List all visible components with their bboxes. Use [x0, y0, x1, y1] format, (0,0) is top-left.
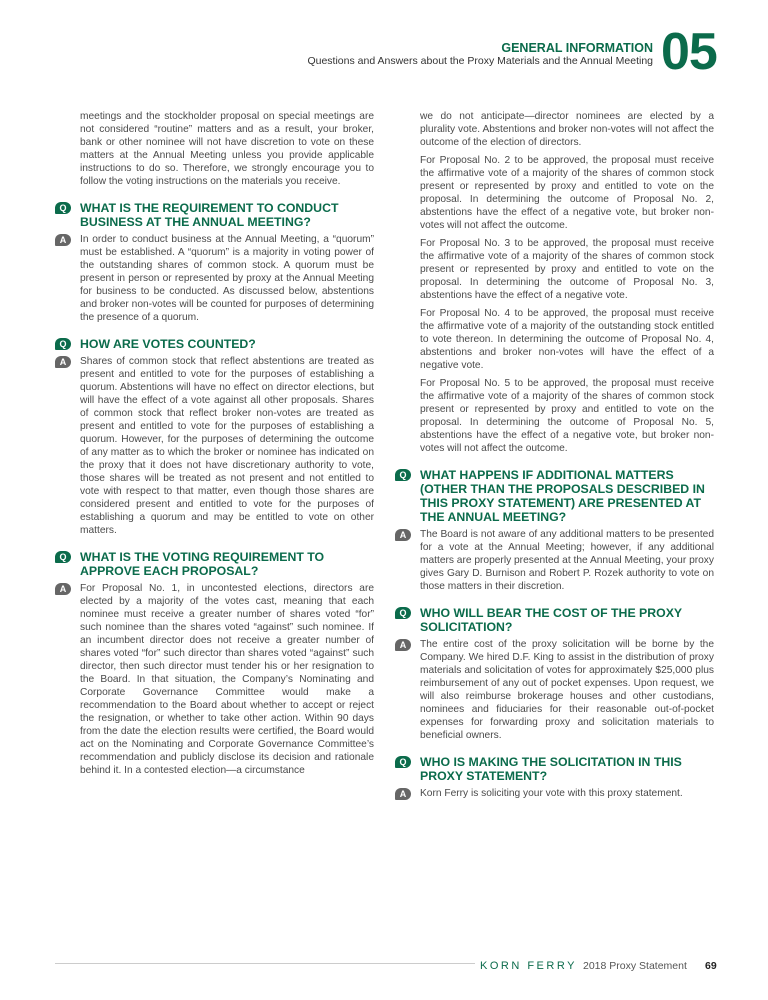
section-title: GENERAL INFORMATION [501, 41, 653, 55]
question-badge-icon: Q [395, 756, 411, 768]
question-text: WHAT IS THE REQUIREMENT TO CONDUCT BUSINESS AT THE ANNUAL MEETING? [80, 201, 339, 229]
answer-text: In order to conduct business at the Annual Meeting, a “quorum” must be established. A “quorum” is a majority in voting power of the outstanding shares of common stock. A quorum must be present in person or represented by proxy at the Annual Meeting for business to be conducted. As discussed below, abstentions and broker non-votes will be counted for purposes of determining the presence of a quorum. [80, 234, 374, 323]
answer-badge-icon: A [395, 639, 411, 651]
paragraph: For Proposal No. 5 to be approved, the proposal must receive the affirmative vote of a majority of the shares of common stock present or represented by proxy and entitled to vote on the proposal. In determining the outcome of Proposal No. 5, abstentions have the effect of a negative vote, but broker non-votes will not affect the outcome. [420, 378, 714, 454]
section-subtitle: Questions and Answers about the Proxy Materials and the Annual Meeting [307, 55, 653, 67]
answer-paragraph [399, 787, 714, 800]
paragraph: For Proposal No. 2 to be approved, the proposal must receive the affirmative vote of a majority of the shares of common stock present or represented by proxy and entitled to vote on the proposal. In determining the outcome of Proposal No. 2, abstentions have the effect of a negative vote, but broker non-votes will not affect the outcome. [420, 155, 714, 231]
question-heading [399, 468, 714, 524]
footer-rule [55, 963, 475, 964]
right-column [399, 110, 714, 805]
answer-paragraph [59, 355, 374, 537]
question-text: WHAT HAPPENS IF ADDITIONAL MATTERS (OTHER THAN THE PROPOSALS DESCRIBED IN THIS PROXY STATEMENT) ARE PRESENTED AT THE ANNUAL MEETING? [420, 468, 705, 524]
answer-text: Korn Ferry is soliciting your vote with this proxy statement. [420, 788, 683, 799]
answer-paragraph [59, 233, 374, 324]
paragraph: we do not anticipate—director nominees are elected by a plurality vote. Abstentions and broker non-votes will not affect the outcome of the election of directors. [420, 111, 714, 148]
question-badge-icon: Q [395, 469, 411, 481]
footer-brand-logo: KORN FERRY [480, 960, 577, 972]
question-text: WHO WILL BEAR THE COST OF THE PROXY SOLICITATION? [420, 606, 682, 634]
page-number: 69 [705, 960, 717, 972]
answer-text: Shares of common stock that reflect abstentions are treated as present and entitled to vote for the purposes of establishing a quorum. Abstentions will have no effect on director elections, but will have the effect of a vote against all other proposals. Shares of common stock that reflect broker non-votes are treated as present and entitled to vote for the purposes of establishing a quorum. However, for the purposes of determining the outcome of any matter as to which the broker or nominee has indicated on the proxy that it does not have discretionary authority to vote, those shares will be treated as not present and not entitled to vote with respect to that matter, even though those shares are considered present and entitled to vote for the purposes of establishing a quorum and may be entitled to vote on other matters. [80, 356, 374, 536]
answer-badge-icon: A [395, 788, 411, 800]
footer-doc-title: 2018 Proxy Statement [583, 960, 687, 972]
question-badge-icon: Q [55, 338, 71, 350]
question-badge-icon: Q [55, 551, 71, 563]
answer-badge-icon: A [395, 529, 411, 541]
answer-text: The entire cost of the proxy solicitation will be borne by the Company. We hired D.F. King to assist in the distribution of proxy materials and solicitation of votes for approximately $25,000 plus reimbursement of any out of pocket expenses. Upon request, we will also reimburse brokerage houses and other custodians, nominees and fiduciaries for their reasonable out-of-pocket expenses for forwarding proxy and solicitation materials to beneficial owners. [420, 639, 714, 741]
answer-badge-icon: A [55, 356, 71, 368]
answer-paragraph [59, 582, 374, 777]
answer-badge-icon: A [55, 583, 71, 595]
question-text: WHAT IS THE VOTING REQUIREMENT TO APPROVE EACH PROPOSAL? [80, 550, 325, 578]
question-heading [399, 755, 714, 783]
question-heading [59, 337, 374, 351]
answer-text: The Board is not aware of any additional matters to be presented for a vote at the Annual Meeting; however, if any additional matters are properly presented at the Annual Meeting, your proxy gives Gary D. Burnison and Robert P. Rozek authority to vote on those matters in their discretion. [420, 529, 714, 592]
question-text: HOW ARE VOTES COUNTED? [80, 337, 256, 351]
question-heading [59, 550, 374, 578]
paragraph: meetings and the stockholder proposal on special meetings are not considered “routine” matters and as a result, your broker, bank or other nominee will not have discretion to vote on these matters at the Annual Meeting unless you provide applicable instructions to do so. Therefore, we strongly encourage you to follow the voting instructions on the materials you receive. [80, 111, 374, 187]
paragraph: For Proposal No. 4 to be approved, the proposal must receive the affirmative vote of a majority of the outstanding stock entitled to vote thereon. In determining the outcome of Proposal No. 4, abstentions and broker non-votes will have the effect of a negative vote. [420, 308, 714, 371]
answer-text: For Proposal No. 1, in uncontested elections, directors are elected by a majority of the votes cast, meaning that each nominee must receive a greater number of shares voted “for” such nominee than the shares voted “against” such nominee. If an incumbent director does not receive a greater number of shares voted “for” such director than shares voted “against” such director, then such director must tender his or her resignation to the Board. In that situation, the Company’s Nominating and Corporate Governance Committee would make a recommendation to the Board about whether to accept or reject the resignation, or whether to take other action. Within 90 days from the date the election results were certified, the Board would act on the Nominating and Corporate Governance Committee’s recommendation and publicly disclose its decision and rationale behind it. In a contested election—a circumstance [80, 583, 374, 776]
question-heading [399, 606, 714, 634]
question-badge-icon: Q [395, 607, 411, 619]
paragraph: For Proposal No. 3 to be approved, the proposal must receive the affirmative vote of a majority of the shares of common stock present or represented by proxy and entitled to vote on the proposal. In determining the outcome of Proposal No. 3, abstentions have the effect of a negative vote. [420, 238, 714, 301]
question-heading [59, 201, 374, 229]
chapter-number: 05 [661, 23, 717, 81]
question-text: WHO IS MAKING THE SOLICITATION IN THIS PROXY STATEMENT? [420, 755, 682, 783]
left-column [59, 110, 374, 782]
answer-paragraph [399, 638, 714, 742]
page-header [307, 41, 653, 68]
question-badge-icon: Q [55, 202, 71, 214]
answer-paragraph [399, 528, 714, 593]
answer-badge-icon: A [55, 234, 71, 246]
